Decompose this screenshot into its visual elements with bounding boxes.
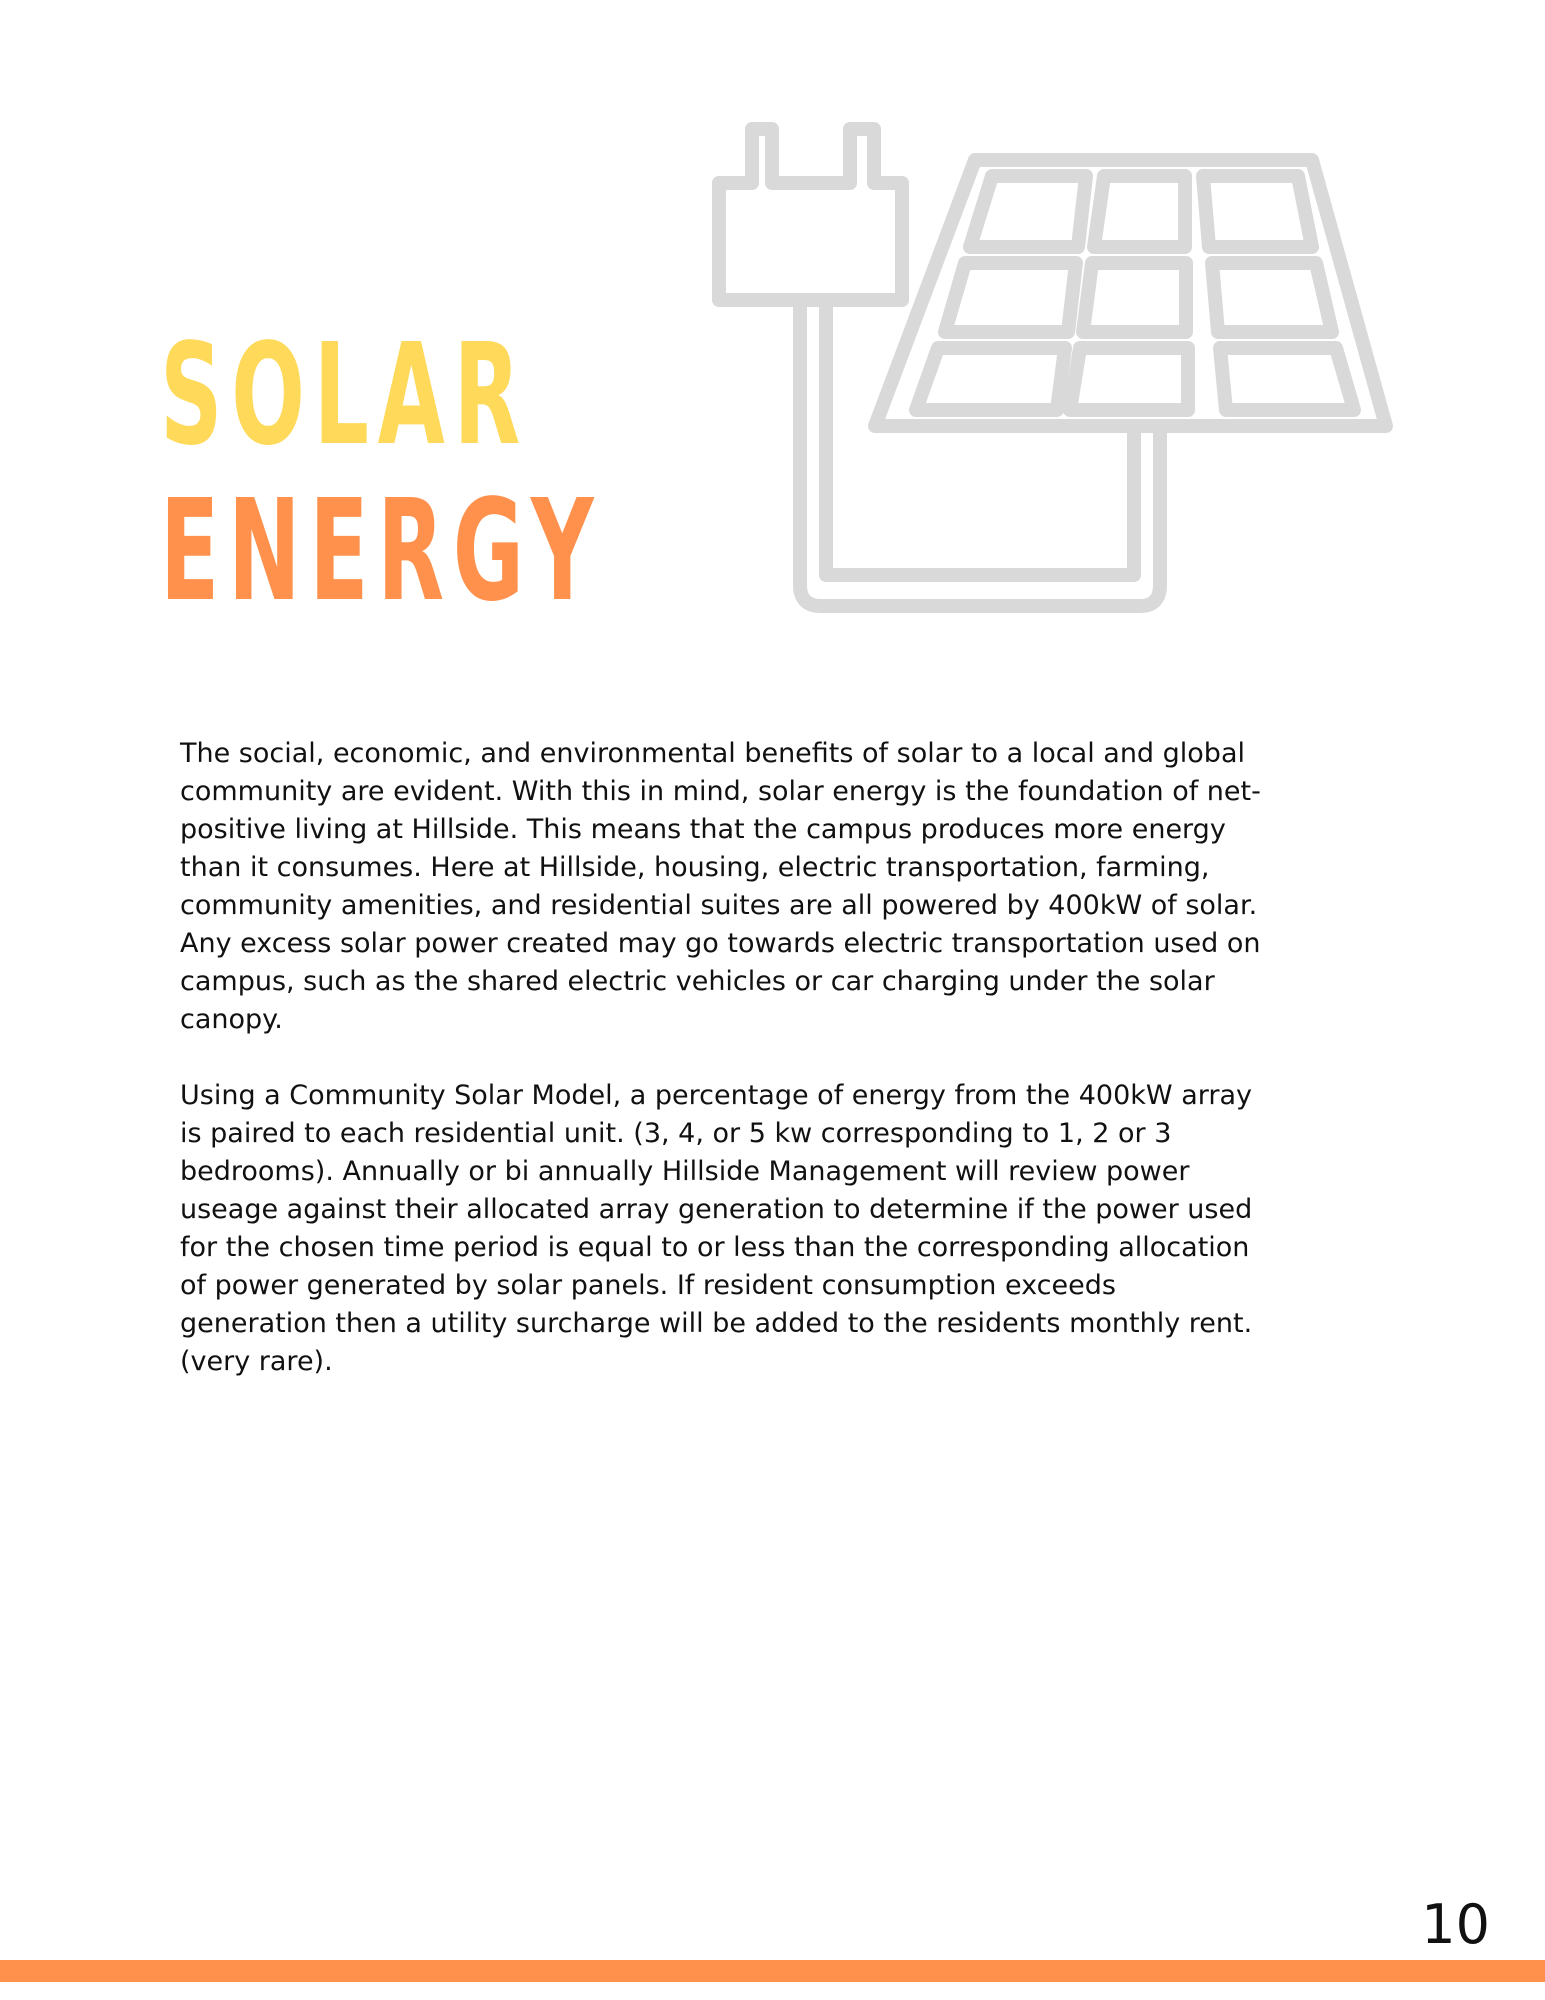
panel-cell (916, 348, 1065, 410)
panel-cell (1212, 263, 1332, 332)
panel-cell (970, 176, 1086, 247)
paragraph-solar-benefits: The social, economic, and environmental benefits of solar to a local and global community are evident. With this in mind, solar energy is the foundation of net- positive living at Hillside. This means that the campus produces more energy than it consumes. Here at Hillside, housing, electric transportation, farming, community amenities, and residential suites are all powered by 400kW of solar. Any excess solar power created may go towards electric transportation used on campus, such as the shared electric vehicles or car charging under the solar canopy. (180, 738, 1261, 1035)
panel-cell (945, 263, 1076, 332)
page-title (160, 314, 603, 633)
plug-outline (719, 129, 902, 300)
title-line-solar: SOLAR (160, 314, 530, 477)
panel-cell (1094, 176, 1185, 247)
page-number: 10 (1421, 1893, 1490, 1956)
body-text (180, 735, 1370, 1419)
panel-cell (1083, 263, 1186, 332)
solar-panel-plug-icon (705, 118, 1405, 623)
panel-cell (1070, 348, 1188, 410)
footer-bar (0, 1960, 1545, 1982)
paragraph-community-solar-model: Using a Community Solar Model, a percentage of energy from the 400kW array is paired to each residential unit. (3, 4, or 5 kw corresponding to 1, 2 or 3 bedrooms). Annually or bi annually Hillside Management will review power useage against their allocated array generation to determine if the power used for the chosen time period is equal to or less than the corresponding allocation of power generated by solar panels. If resident consumption exceeds generation then a utility surcharge will be added to the residents monthly rent. (very rare). (180, 1080, 1253, 1377)
panel-cell (1203, 176, 1312, 247)
panel-cell (1220, 348, 1354, 410)
title-line-energy: ENERGY (160, 470, 603, 633)
